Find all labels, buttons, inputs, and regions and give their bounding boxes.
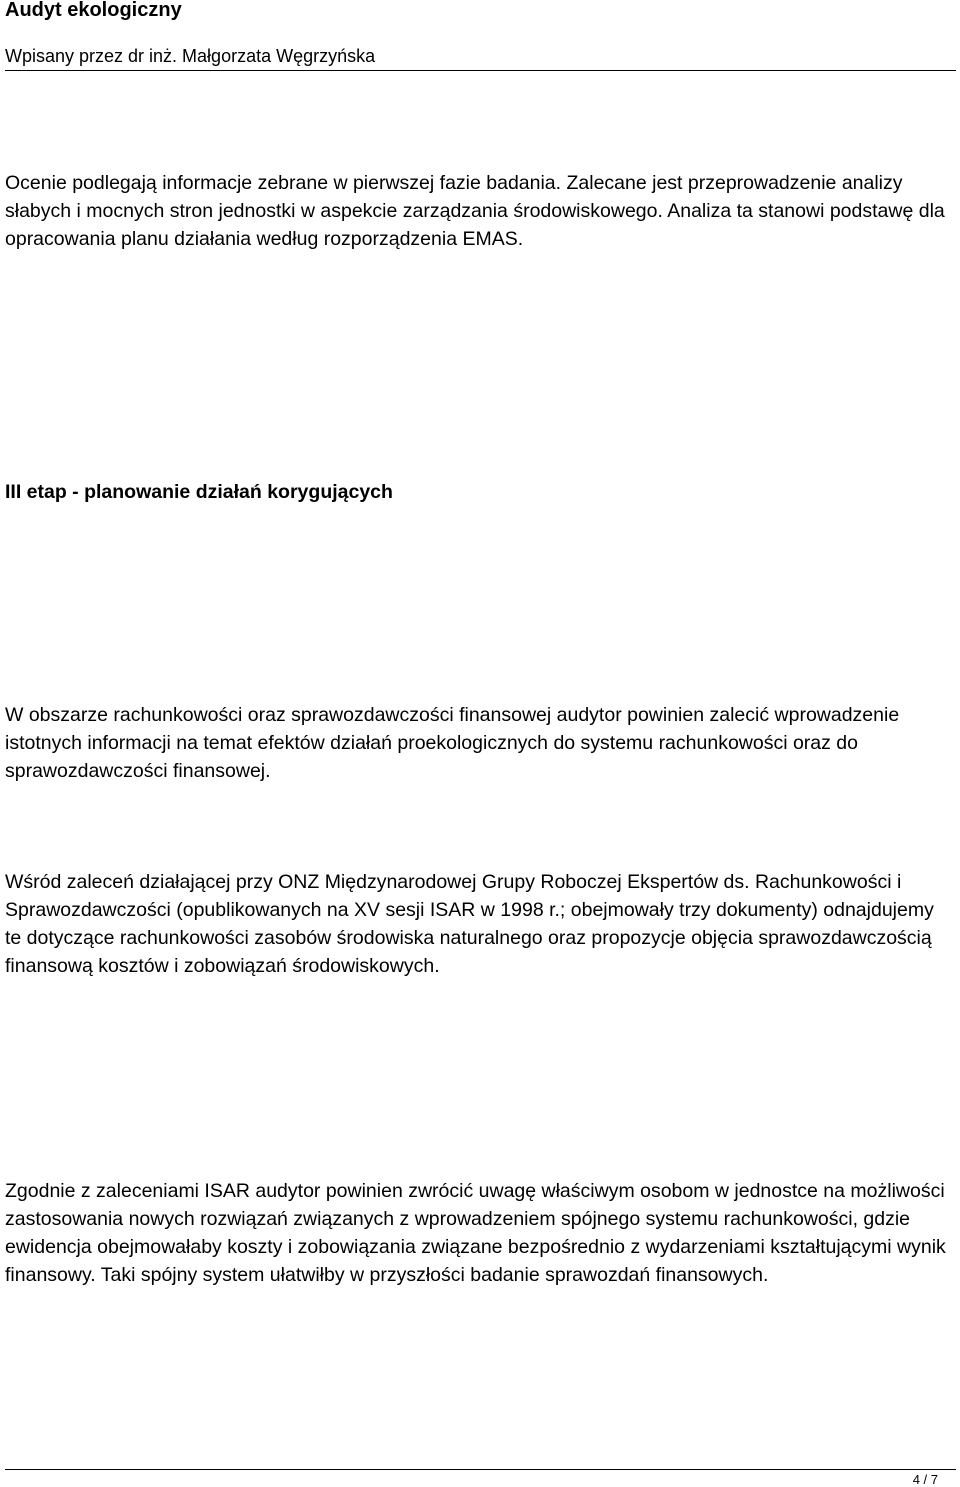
header-divider (5, 70, 956, 71)
footer-divider (5, 1469, 956, 1470)
paragraph-accounting-recommendation: W obszarze rachunkowości oraz sprawozdawczości finansowej audytor powinien zalecić wprowadzenie istotnych informacji na temat efektów działań proekologicznych do systemu rachunkowości oraz do sprawozdawczości finansowej. (5, 704, 900, 782)
document-title: Audyt ekologiczny (5, 0, 182, 21)
page-number: 4 / 7 (912, 1472, 938, 1487)
section-heading: III etap - planowanie działań korygujących (5, 481, 393, 503)
document-author: Wpisany przez dr inż. Małgorzata Węgrzyńska (5, 46, 376, 66)
paragraph-isar-recommendations: Wśród zaleceń działającej przy ONZ Międzynarodowej Grupy Roboczej Ekspertów ds. Rachunkowości i Sprawozdawczości (opublikowanych na XV sesji ISAR w 1998 r.; obejmowały trzy dokumenty) odnajdujemy te dotyczące rachunkowości zasobów środowiska naturalnego oraz propozycje objęcia sprawozdawczością finansową kosztów i zobowiązań środowiskowych. (5, 871, 934, 977)
paragraph-isar-auditor: Zgodnie z zaleceniami ISAR audytor powinien zwrócić uwagę właściwym osobom w jednostce na możliwości zastosowania nowych rozwiązań związanych z wprowadzeniem spójnego systemu rachunkowości, gdzie ewidencja obejmowałaby koszty i zobowiązania związane bezpośrednio z wydarzeniami kształtującymi wynik finansowy. Taki spójny system ułatwiłby w przyszłości badanie sprawozdań finansowych. (5, 1180, 946, 1286)
paragraph-swot-analysis: Ocenie podlegają informacje zebrane w pierwszej fazie badania. Zalecane jest przeprowadzenie analizy słabych i mocnych stron jednostki w aspekcie zarządzania środowiskowego. Analiza ta stanowi podstawę dla opracowania planu działania według rozporządzenia EMAS. (5, 172, 945, 250)
